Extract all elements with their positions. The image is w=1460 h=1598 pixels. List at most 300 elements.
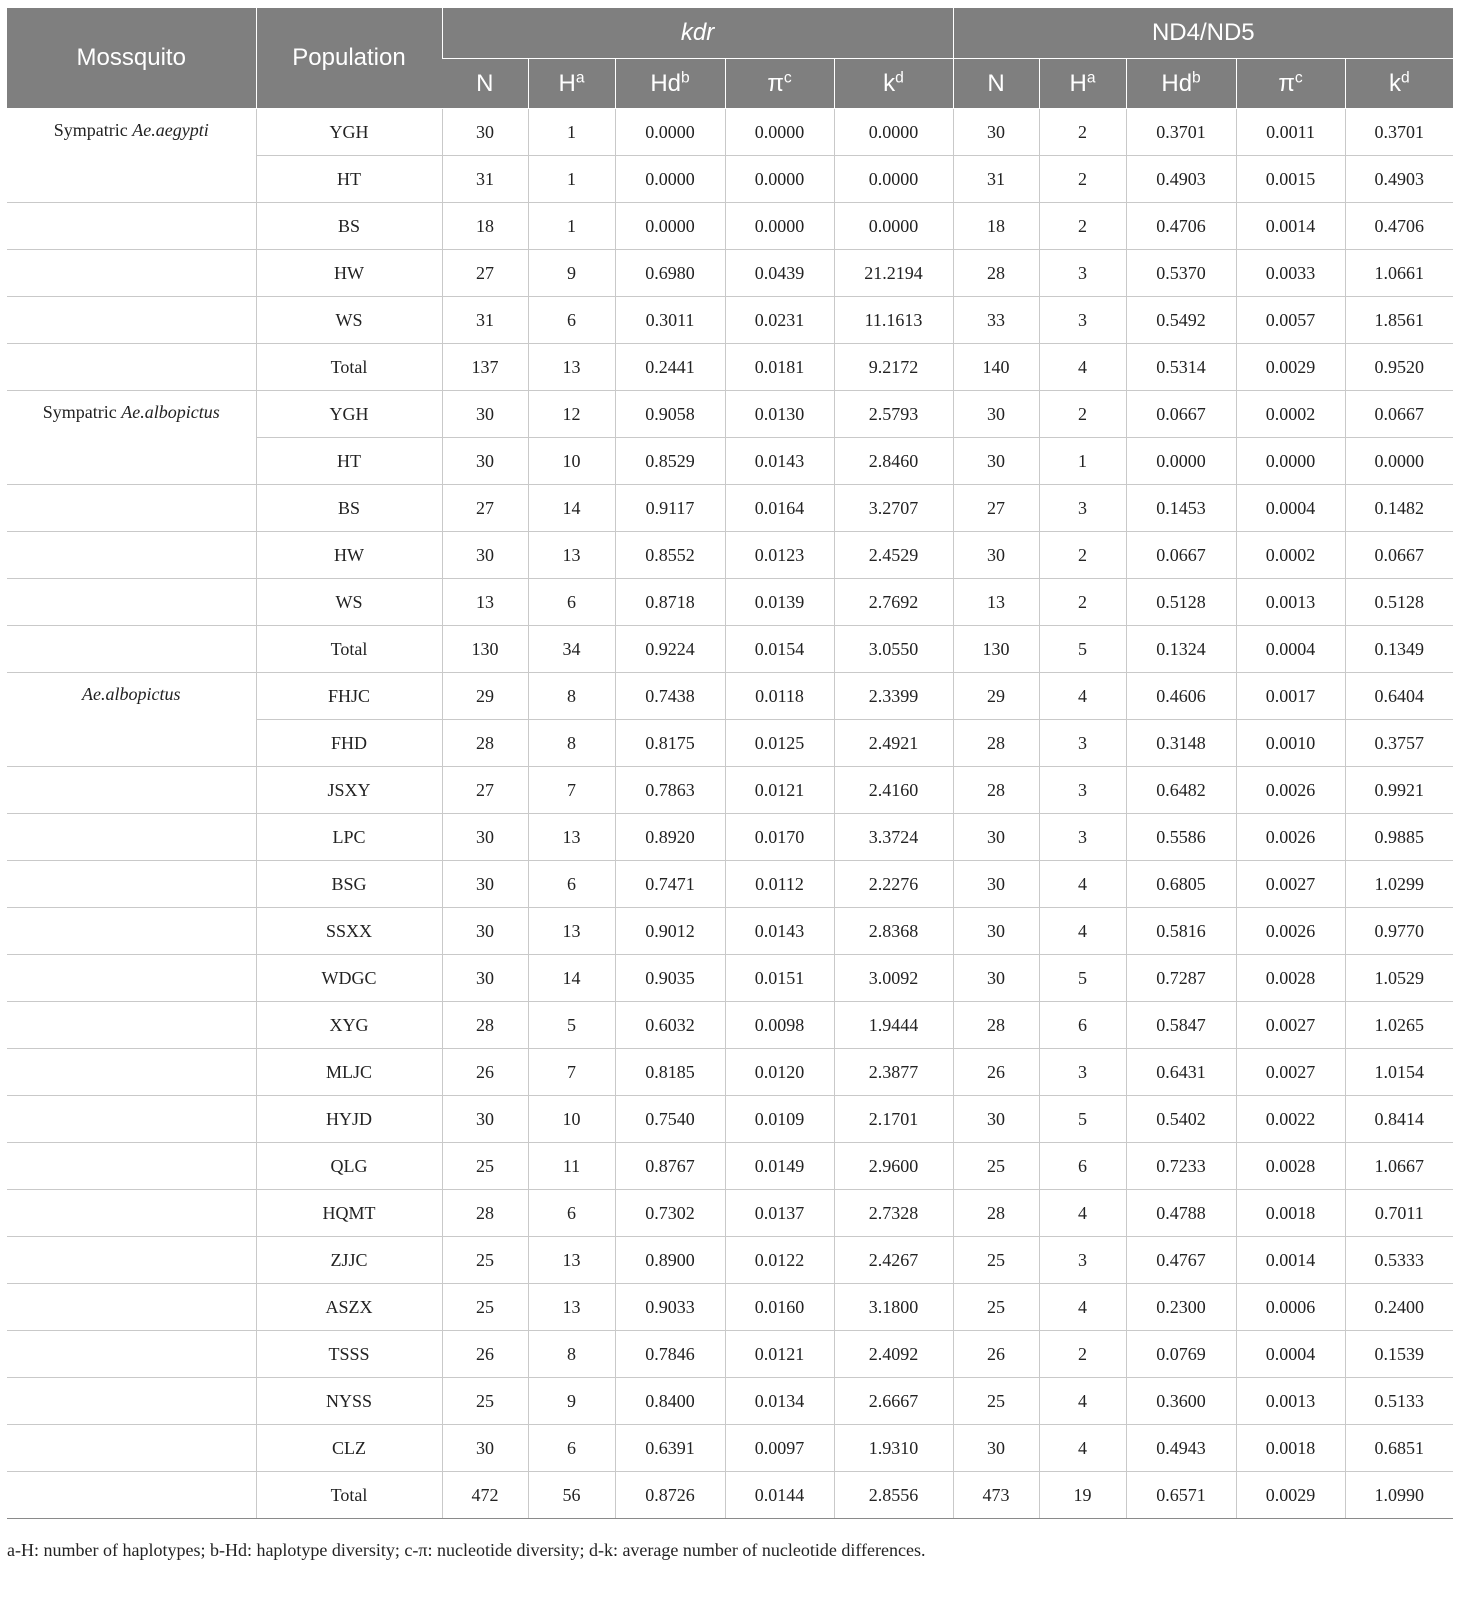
table-row	[7, 297, 1453, 344]
nd-k-cell: 0.1482	[1345, 485, 1453, 532]
kdr-pi-cell: 0.0000	[725, 156, 834, 203]
kdr-hd-cell: 0.6980	[615, 250, 725, 297]
nd-hd-cell: 0.7233	[1126, 1143, 1236, 1190]
kdr-h-cell: 9	[528, 1378, 615, 1425]
nd-n-cell: 28	[953, 767, 1039, 814]
kdr-k-cell: 2.8368	[834, 908, 953, 955]
nd-pi-cell: 0.0017	[1236, 673, 1345, 720]
mosquito-group-cell	[7, 579, 256, 626]
kdr-pi-cell: 0.0134	[725, 1378, 834, 1425]
header-nd-hd: Hd$^b$	[1126, 59, 1236, 109]
population-cell: TSSS	[256, 1331, 442, 1378]
kdr-n-cell: 13	[442, 579, 528, 626]
kdr-k-cell: 2.3399	[834, 673, 953, 720]
nd-k-cell: 0.6851	[1345, 1425, 1453, 1472]
mosquito-group-cell	[7, 861, 256, 908]
kdr-pi-cell: 0.0125	[725, 720, 834, 767]
population-cell: BS	[256, 203, 442, 250]
nd-h-cell: 3	[1039, 814, 1126, 861]
kdr-k-cell: 2.7692	[834, 579, 953, 626]
kdr-k-cell: 9.2172	[834, 344, 953, 391]
nd-hd-cell: 0.6482	[1126, 767, 1236, 814]
kdr-h-cell: 5	[528, 1002, 615, 1049]
nd-pi-cell: 0.0015	[1236, 156, 1345, 203]
nd-n-cell: 30	[953, 391, 1039, 438]
table-row	[7, 579, 1453, 626]
kdr-h-cell: 8	[528, 673, 615, 720]
kdr-k-cell: 0.0000	[834, 156, 953, 203]
nd-k-cell: 1.8561	[1345, 297, 1453, 344]
nd-hd-cell: 0.5128	[1126, 579, 1236, 626]
nd-hd-cell: 0.6571	[1126, 1472, 1236, 1519]
mosquito-group-cell	[7, 720, 256, 767]
nd-h-cell: 2	[1039, 532, 1126, 579]
kdr-pi-cell: 0.0154	[725, 626, 834, 673]
nd-k-cell: 0.0667	[1345, 391, 1453, 438]
nd-n-cell: 130	[953, 626, 1039, 673]
kdr-k-cell: 2.4160	[834, 767, 953, 814]
nd-hd-cell: 0.4706	[1126, 203, 1236, 250]
population-cell: YGH	[256, 109, 442, 156]
table-row	[7, 861, 1453, 908]
table-row	[7, 955, 1453, 1002]
mosquito-group-cell: Ae.albopictus	[82, 684, 181, 704]
table-row	[7, 391, 1453, 438]
population-cell: WDGC	[256, 955, 442, 1002]
table-row	[7, 908, 1453, 955]
nd-hd-cell: 0.0667	[1126, 391, 1236, 438]
kdr-k-cell: 2.8556	[834, 1472, 953, 1519]
nd-hd-cell: 0.3701	[1126, 109, 1236, 156]
mosquito-group-cell	[7, 908, 256, 955]
mosquito-group-cell	[7, 1096, 256, 1143]
kdr-pi-cell: 0.0122	[725, 1237, 834, 1284]
population-cell: HW	[256, 250, 442, 297]
kdr-hd-cell: 0.8767	[615, 1143, 725, 1190]
nd-pi-cell: 0.0002	[1236, 391, 1345, 438]
nd-pi-cell: 0.0029	[1236, 344, 1345, 391]
kdr-k-cell: 3.3724	[834, 814, 953, 861]
nd-h-cell: 3	[1039, 720, 1126, 767]
nd-h-cell: 2	[1039, 109, 1126, 156]
kdr-pi-cell: 0.0130	[725, 391, 834, 438]
nd-hd-cell: 0.7287	[1126, 955, 1236, 1002]
population-cell: YGH	[256, 391, 442, 438]
kdr-h-cell: 13	[528, 814, 615, 861]
kdr-n-cell: 130	[442, 626, 528, 673]
nd-n-cell: 30	[953, 1096, 1039, 1143]
population-cell: BS	[256, 485, 442, 532]
mosquito-group-cell	[7, 1237, 256, 1284]
kdr-hd-cell: 0.8529	[615, 438, 725, 485]
population-cell: MLJC	[256, 1049, 442, 1096]
nd-n-cell: 30	[953, 438, 1039, 485]
nd-pi-cell: 0.0028	[1236, 1143, 1345, 1190]
table-row	[7, 1284, 1453, 1331]
nd-k-cell: 0.6404	[1345, 673, 1453, 720]
nd-hd-cell: 0.5370	[1126, 250, 1236, 297]
kdr-pi-cell: 0.0098	[725, 1002, 834, 1049]
population-cell: SSXX	[256, 908, 442, 955]
population-cell: ASZX	[256, 1284, 442, 1331]
kdr-hd-cell: 0.9012	[615, 908, 725, 955]
header-nd4-nd5-group: ND4/ND5	[953, 8, 1453, 59]
kdr-h-cell: 6	[528, 1425, 615, 1472]
kdr-hd-cell: 0.7302	[615, 1190, 725, 1237]
nd-h-cell: 4	[1039, 908, 1126, 955]
nd-hd-cell: 0.4606	[1126, 673, 1236, 720]
kdr-h-cell: 56	[528, 1472, 615, 1519]
nd-hd-cell: 0.6431	[1126, 1049, 1236, 1096]
nd-n-cell: 140	[953, 344, 1039, 391]
table-row	[7, 1237, 1453, 1284]
kdr-pi-cell: 0.0164	[725, 485, 834, 532]
nd-pi-cell: 0.0010	[1236, 720, 1345, 767]
nd-n-cell: 28	[953, 1190, 1039, 1237]
population-cell: HW	[256, 532, 442, 579]
kdr-n-cell: 29	[442, 673, 528, 720]
nd-h-cell: 2	[1039, 579, 1126, 626]
kdr-h-cell: 13	[528, 532, 615, 579]
kdr-k-cell: 3.0550	[834, 626, 953, 673]
kdr-h-cell: 10	[528, 1096, 615, 1143]
nd-n-cell: 30	[953, 532, 1039, 579]
nd-k-cell: 1.0661	[1345, 250, 1453, 297]
nd-hd-cell: 0.4903	[1126, 156, 1236, 203]
kdr-k-cell: 21.2194	[834, 250, 953, 297]
table-row	[7, 438, 1453, 485]
kdr-n-cell: 28	[442, 720, 528, 767]
kdr-pi-cell: 0.0231	[725, 297, 834, 344]
nd-k-cell: 0.9520	[1345, 344, 1453, 391]
nd-k-cell: 0.9770	[1345, 908, 1453, 955]
nd-n-cell: 28	[953, 1002, 1039, 1049]
nd-k-cell: 0.4706	[1345, 203, 1453, 250]
kdr-n-cell: 31	[442, 156, 528, 203]
kdr-h-cell: 13	[528, 344, 615, 391]
mosquito-group-cell	[7, 1378, 256, 1425]
nd-hd-cell: 0.1453	[1126, 485, 1236, 532]
nd-n-cell: 473	[953, 1472, 1039, 1519]
header-kdr-h: $H^a$	[528, 59, 615, 109]
kdr-pi-cell: 0.0143	[725, 438, 834, 485]
kdr-k-cell: 2.2276	[834, 861, 953, 908]
kdr-k-cell: 3.0092	[834, 955, 953, 1002]
kdr-h-cell: 1	[528, 109, 615, 156]
table-row	[7, 1096, 1453, 1143]
kdr-pi-cell: 0.0160	[725, 1284, 834, 1331]
mosquito-group-cell	[7, 626, 256, 673]
nd-h-cell: 4	[1039, 673, 1126, 720]
kdr-n-cell: 25	[442, 1143, 528, 1190]
kdr-hd-cell: 0.8552	[615, 532, 725, 579]
kdr-n-cell: 25	[442, 1284, 528, 1331]
nd-n-cell: 30	[953, 955, 1039, 1002]
nd-n-cell: 28	[953, 250, 1039, 297]
kdr-pi-cell: 0.0112	[725, 861, 834, 908]
header-mosquito: Mossquito	[7, 8, 256, 109]
kdr-hd-cell: 0.9058	[615, 391, 725, 438]
mosquito-group-cell: Sympatric Ae.aegypti	[53, 120, 209, 140]
nd-pi-cell: 0.0027	[1236, 1049, 1345, 1096]
nd-n-cell: 30	[953, 1425, 1039, 1472]
nd-n-cell: 25	[953, 1237, 1039, 1284]
kdr-hd-cell: 0.2441	[615, 344, 725, 391]
nd-h-cell: 6	[1039, 1143, 1126, 1190]
population-cell: XYG	[256, 1002, 442, 1049]
population-cell: QLG	[256, 1143, 442, 1190]
kdr-hd-cell: 0.0000	[615, 203, 725, 250]
table-row	[7, 1143, 1453, 1190]
kdr-pi-cell: 0.0139	[725, 579, 834, 626]
nd-pi-cell: 0.0014	[1236, 203, 1345, 250]
population-cell: NYSS	[256, 1378, 442, 1425]
kdr-n-cell: 30	[442, 438, 528, 485]
kdr-pi-cell: 0.0151	[725, 955, 834, 1002]
kdr-h-cell: 13	[528, 908, 615, 955]
nd-pi-cell: 0.0004	[1236, 626, 1345, 673]
nd-n-cell: 25	[953, 1284, 1039, 1331]
kdr-h-cell: 14	[528, 485, 615, 532]
nd-hd-cell: 0.5492	[1126, 297, 1236, 344]
kdr-n-cell: 30	[442, 532, 528, 579]
kdr-hd-cell: 0.8718	[615, 579, 725, 626]
kdr-hd-cell: 0.8920	[615, 814, 725, 861]
kdr-h-cell: 1	[528, 156, 615, 203]
kdr-h-cell: 34	[528, 626, 615, 673]
mosquito-group-cell	[7, 1143, 256, 1190]
header-kdr-pi: $\pi^c$	[725, 59, 834, 109]
population-cell: Total	[256, 1472, 442, 1519]
kdr-h-cell: 13	[528, 1237, 615, 1284]
nd-h-cell: 3	[1039, 1049, 1126, 1096]
nd-pi-cell: 0.0057	[1236, 297, 1345, 344]
mosquito-group-cell	[7, 767, 256, 814]
kdr-k-cell: 2.9600	[834, 1143, 953, 1190]
nd-h-cell: 19	[1039, 1472, 1126, 1519]
header-nd-h: $H^a$	[1039, 59, 1126, 109]
kdr-pi-cell: 0.0144	[725, 1472, 834, 1519]
kdr-n-cell: 26	[442, 1331, 528, 1378]
header-population: Population	[256, 8, 442, 109]
mosquito-group-cell	[7, 1331, 256, 1378]
kdr-k-cell: 2.4267	[834, 1237, 953, 1284]
kdr-h-cell: 9	[528, 250, 615, 297]
nd-pi-cell: 0.0026	[1236, 908, 1345, 955]
nd-hd-cell: 0.0769	[1126, 1331, 1236, 1378]
nd-k-cell: 1.0154	[1345, 1049, 1453, 1096]
nd-h-cell: 4	[1039, 1284, 1126, 1331]
nd-h-cell: 3	[1039, 297, 1126, 344]
nd-hd-cell: 0.4767	[1126, 1237, 1236, 1284]
kdr-hd-cell: 0.7471	[615, 861, 725, 908]
nd-h-cell: 6	[1039, 1002, 1126, 1049]
table-row	[7, 814, 1453, 861]
kdr-hd-cell: 0.6391	[615, 1425, 725, 1472]
kdr-hd-cell: 0.7846	[615, 1331, 725, 1378]
kdr-h-cell: 7	[528, 767, 615, 814]
nd-hd-cell: 0.5816	[1126, 908, 1236, 955]
nd-pi-cell: 0.0026	[1236, 814, 1345, 861]
population-cell: WS	[256, 579, 442, 626]
kdr-h-cell: 12	[528, 391, 615, 438]
nd-pi-cell: 0.0006	[1236, 1284, 1345, 1331]
population-cell: HYJD	[256, 1096, 442, 1143]
nd-k-cell: 0.0000	[1345, 438, 1453, 485]
table-row	[7, 109, 1453, 156]
nd-k-cell: 0.5128	[1345, 579, 1453, 626]
population-cell: HT	[256, 438, 442, 485]
kdr-k-cell: 2.6667	[834, 1378, 953, 1425]
header-kdr-hd: Hd$^b$	[615, 59, 725, 109]
kdr-n-cell: 27	[442, 767, 528, 814]
kdr-pi-cell: 0.0000	[725, 109, 834, 156]
kdr-k-cell: 2.4092	[834, 1331, 953, 1378]
nd-n-cell: 30	[953, 908, 1039, 955]
kdr-n-cell: 30	[442, 908, 528, 955]
nd-h-cell: 5	[1039, 955, 1126, 1002]
kdr-n-cell: 27	[442, 485, 528, 532]
nd-h-cell: 3	[1039, 1237, 1126, 1284]
kdr-k-cell: 3.1800	[834, 1284, 953, 1331]
nd-k-cell: 0.4903	[1345, 156, 1453, 203]
nd-n-cell: 18	[953, 203, 1039, 250]
kdr-hd-cell: 0.0000	[615, 156, 725, 203]
nd-k-cell: 0.5333	[1345, 1237, 1453, 1284]
nd-h-cell: 5	[1039, 1096, 1126, 1143]
kdr-pi-cell: 0.0170	[725, 814, 834, 861]
nd-hd-cell: 0.5314	[1126, 344, 1236, 391]
header-nd-pi: $\pi^c$	[1236, 59, 1345, 109]
nd-hd-cell: 0.3600	[1126, 1378, 1236, 1425]
nd-h-cell: 3	[1039, 767, 1126, 814]
population-cell: WS	[256, 297, 442, 344]
nd-h-cell: 3	[1039, 485, 1126, 532]
kdr-h-cell: 13	[528, 1284, 615, 1331]
nd-hd-cell: 0.5586	[1126, 814, 1236, 861]
population-cell: FHD	[256, 720, 442, 767]
nd-k-cell: 1.0299	[1345, 861, 1453, 908]
kdr-n-cell: 30	[442, 391, 528, 438]
header-kdr-k: $k^d$	[834, 59, 953, 109]
kdr-hd-cell: 0.6032	[615, 1002, 725, 1049]
nd-k-cell: 0.1539	[1345, 1331, 1453, 1378]
nd-k-cell: 1.0990	[1345, 1472, 1453, 1519]
nd-n-cell: 30	[953, 861, 1039, 908]
mosquito-group-cell	[7, 438, 256, 485]
nd-h-cell: 4	[1039, 1425, 1126, 1472]
nd-k-cell: 0.5133	[1345, 1378, 1453, 1425]
mosquito-group-cell	[7, 955, 256, 1002]
nd-k-cell: 0.3757	[1345, 720, 1453, 767]
nd-pi-cell: 0.0027	[1236, 1002, 1345, 1049]
mosquito-group-cell	[7, 1002, 256, 1049]
table-row	[7, 1425, 1453, 1472]
population-cell: HT	[256, 156, 442, 203]
table-row	[7, 485, 1453, 532]
population-cell: HQMT	[256, 1190, 442, 1237]
mosquito-group-cell	[7, 1425, 256, 1472]
mosquito-group-cell	[7, 250, 256, 297]
nd-k-cell: 0.3701	[1345, 109, 1453, 156]
kdr-n-cell: 31	[442, 297, 528, 344]
kdr-h-cell: 6	[528, 1190, 615, 1237]
nd-k-cell: 0.9885	[1345, 814, 1453, 861]
nd-hd-cell: 0.0667	[1126, 532, 1236, 579]
nd-pi-cell: 0.0029	[1236, 1472, 1345, 1519]
nd-k-cell: 0.2400	[1345, 1284, 1453, 1331]
nd-pi-cell: 0.0013	[1236, 579, 1345, 626]
kdr-pi-cell: 0.0097	[725, 1425, 834, 1472]
nd-pi-cell: 0.0018	[1236, 1425, 1345, 1472]
mosquito-group-cell	[7, 203, 256, 250]
nd-hd-cell: 0.4943	[1126, 1425, 1236, 1472]
haplotype-diversity-table	[7, 8, 1453, 1519]
nd-h-cell: 2	[1039, 391, 1126, 438]
kdr-k-cell: 1.9444	[834, 1002, 953, 1049]
nd-k-cell: 0.0667	[1345, 532, 1453, 579]
mosquito-group-cell: Sympatric Ae.albopictus	[42, 402, 220, 422]
kdr-hd-cell: 0.7540	[615, 1096, 725, 1143]
kdr-n-cell: 26	[442, 1049, 528, 1096]
kdr-n-cell: 18	[442, 203, 528, 250]
nd-pi-cell: 0.0033	[1236, 250, 1345, 297]
population-cell: Total	[256, 626, 442, 673]
kdr-k-cell: 2.8460	[834, 438, 953, 485]
mosquito-group-cell	[7, 1049, 256, 1096]
population-cell: JSXY	[256, 767, 442, 814]
nd-h-cell: 2	[1039, 203, 1126, 250]
nd-k-cell: 1.0667	[1345, 1143, 1453, 1190]
nd-h-cell: 4	[1039, 1190, 1126, 1237]
kdr-h-cell: 1	[528, 203, 615, 250]
kdr-n-cell: 30	[442, 1096, 528, 1143]
kdr-n-cell: 25	[442, 1378, 528, 1425]
table-footnote: a-H: number of haplotypes; b-Hd: haplotype diversity; c-π: nucleotide diversity; d-k: average number of nucleotide differences.	[7, 1540, 926, 1560]
table-row	[7, 1002, 1453, 1049]
nd-k-cell: 0.8414	[1345, 1096, 1453, 1143]
kdr-k-cell: 2.1701	[834, 1096, 953, 1143]
kdr-hd-cell: 0.8900	[615, 1237, 725, 1284]
nd-n-cell: 26	[953, 1049, 1039, 1096]
population-cell: Total	[256, 344, 442, 391]
kdr-h-cell: 8	[528, 720, 615, 767]
kdr-k-cell: 0.0000	[834, 109, 953, 156]
kdr-k-cell: 0.0000	[834, 203, 953, 250]
kdr-h-cell: 6	[528, 579, 615, 626]
table-row	[7, 203, 1453, 250]
kdr-k-cell: 2.4921	[834, 720, 953, 767]
mosquito-group-cell	[7, 156, 256, 203]
kdr-pi-cell: 0.0143	[725, 908, 834, 955]
nd-hd-cell: 0.3148	[1126, 720, 1236, 767]
table-row	[7, 344, 1453, 391]
kdr-n-cell: 30	[442, 1425, 528, 1472]
kdr-hd-cell: 0.8175	[615, 720, 725, 767]
nd-h-cell: 1	[1039, 438, 1126, 485]
nd-k-cell: 0.9921	[1345, 767, 1453, 814]
nd-n-cell: 29	[953, 673, 1039, 720]
kdr-h-cell: 14	[528, 955, 615, 1002]
kdr-h-cell: 6	[528, 297, 615, 344]
nd-k-cell: 1.0529	[1345, 955, 1453, 1002]
kdr-hd-cell: 0.7438	[615, 673, 725, 720]
mosquito-group-cell	[7, 814, 256, 861]
kdr-h-cell: 7	[528, 1049, 615, 1096]
kdr-n-cell: 137	[442, 344, 528, 391]
nd-n-cell: 30	[953, 109, 1039, 156]
kdr-k-cell: 2.3877	[834, 1049, 953, 1096]
